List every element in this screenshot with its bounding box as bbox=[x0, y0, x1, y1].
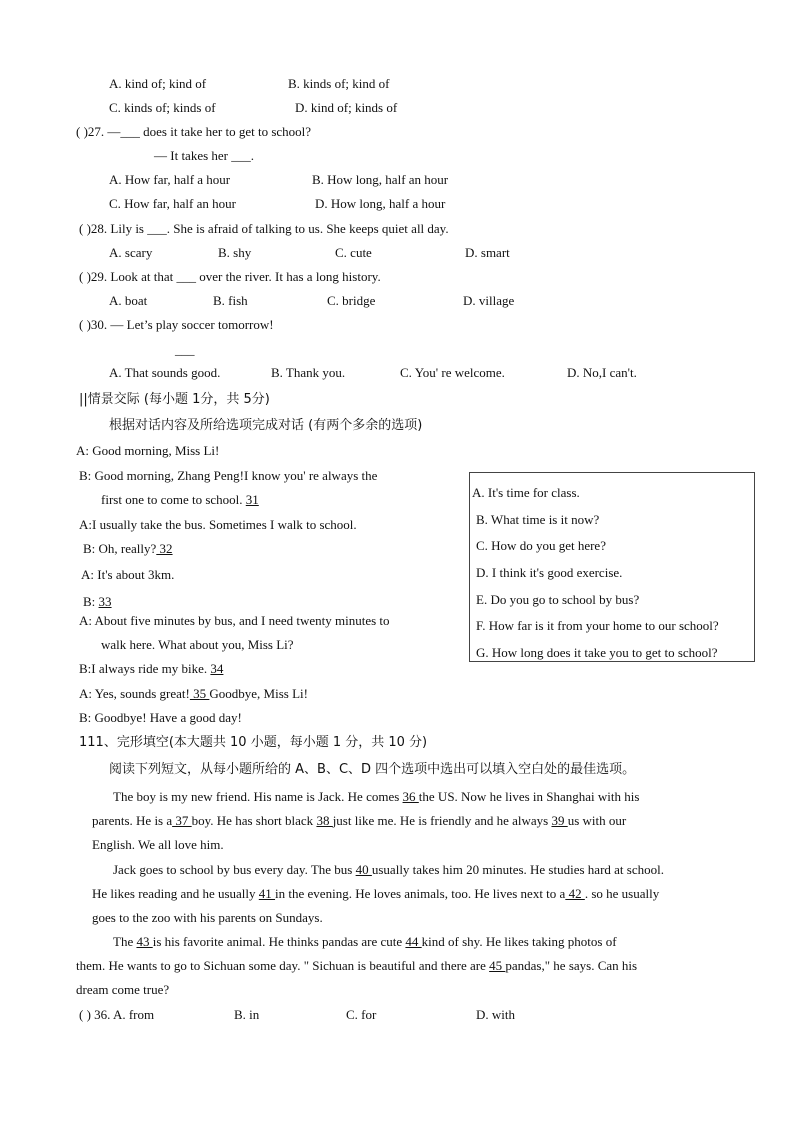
dialog-line-10: B: Goodbye! Have a good day! bbox=[79, 710, 242, 725]
blank-40[interactable]: 40 bbox=[355, 862, 372, 877]
q27-reply: — It takes her ___. bbox=[154, 148, 255, 163]
p3l1-a: The bbox=[113, 934, 137, 949]
q28-stem: ( )28. Lily is ___. She is afraid of talking to us. She keeps quiet all day. bbox=[79, 221, 449, 236]
q29-option-b: B. fish bbox=[213, 293, 248, 308]
p3l2-a: them. He wants to go to Sichuan some day. " Sichuan is beautiful and there are bbox=[76, 958, 490, 973]
blank-42[interactable]: 42 bbox=[565, 886, 585, 901]
passage-p1-line3: English. We all love him. bbox=[92, 837, 224, 852]
blank-37[interactable]: 37 bbox=[172, 813, 192, 828]
option-box-b: B. What time is it now? bbox=[476, 512, 600, 527]
dialog-line-9-end: Goodbye, Miss Li! bbox=[209, 686, 308, 701]
p3l1-c: kind of shy. He likes taking photos of bbox=[421, 934, 617, 949]
dialog-line-8-text: B:I always ride my bike. bbox=[79, 661, 208, 676]
dialog-line-8 bbox=[79, 661, 223, 677]
section2-title: ||情景交际 (每小题 1分，共 5分) bbox=[79, 392, 270, 407]
q36-option-b: B. in bbox=[234, 1007, 260, 1022]
blank-34[interactable]: 34 bbox=[210, 661, 224, 676]
q28-option-a: A. scary bbox=[109, 245, 153, 260]
dialog-line-9 bbox=[79, 686, 308, 702]
blank-36[interactable]: 36 bbox=[402, 789, 419, 804]
blank-43[interactable]: 43 bbox=[136, 934, 153, 949]
options-box bbox=[469, 472, 755, 662]
p1l2-b: boy. He has short black bbox=[191, 813, 317, 828]
p2l2-c: . so he usually bbox=[584, 886, 660, 901]
blank-33[interactable]: 33 bbox=[98, 594, 112, 609]
passage-p2-line2 bbox=[92, 886, 659, 902]
blank-41[interactable]: 41 bbox=[258, 886, 276, 901]
p2l1-b: usually takes him 20 minutes. He studies hard at school. bbox=[371, 862, 664, 877]
q30-option-d: D. No,I can't. bbox=[567, 365, 637, 380]
passage-p3-line3: dream come true? bbox=[76, 982, 170, 997]
blank-38[interactable]: 38 bbox=[316, 813, 333, 828]
dialog-line-2b-text: first one to come to school. bbox=[101, 492, 243, 507]
q27-option-d: D. How long, half a hour bbox=[315, 196, 446, 211]
section3-title: 111、完形填空(本大题共 10 小题，每小题 1 分，共 10 分) bbox=[79, 735, 428, 750]
dialog-line-3: A:I usually take the bus. Sometimes I walk to school. bbox=[79, 517, 357, 532]
p1l2-a: parents. He is a bbox=[92, 813, 173, 828]
option-box-f: F. How far is it from your home to our school? bbox=[476, 618, 719, 633]
blank-39[interactable]: 39 bbox=[551, 813, 568, 828]
blank-45[interactable]: 45 bbox=[489, 958, 506, 973]
q27-option-c: C. How far, half an hour bbox=[109, 196, 236, 211]
blank-32[interactable]: 32 bbox=[156, 541, 173, 556]
q29-stem: ( )29. Look at that ___ over the river. It has a long history. bbox=[79, 269, 381, 284]
q29-option-d: D. village bbox=[463, 293, 515, 308]
q36-option-d: D. with bbox=[476, 1007, 515, 1022]
passage-p3-line1 bbox=[113, 934, 617, 950]
p1l2-d: us with our bbox=[567, 813, 627, 828]
section2-instruction: 根据对话内容及所给选项完成对话 (有两个多余的选项) bbox=[109, 418, 423, 433]
option-box-a: A. It's time for class. bbox=[472, 485, 580, 500]
dialog-line-4-text: B: Oh, really? bbox=[83, 541, 157, 556]
blank-31[interactable]: 31 bbox=[245, 492, 259, 507]
q30-blank: ___ bbox=[175, 342, 195, 357]
option-box-g: G. How long does it take you to get to school? bbox=[476, 645, 718, 660]
blank-35[interactable]: 35 bbox=[189, 686, 210, 701]
option-box-c: C. How do you get here? bbox=[476, 538, 606, 553]
passage-p1-line2 bbox=[92, 813, 626, 829]
q29-option-c: C. bridge bbox=[327, 293, 376, 308]
dialog-line-6-speaker: B: bbox=[83, 594, 96, 609]
q27-option-b: B. How long, half an hour bbox=[312, 172, 449, 187]
p1l2-c: just like me. He is friendly and he always bbox=[332, 813, 552, 828]
q29-option-a: A. boat bbox=[109, 293, 148, 308]
section3-instruction: 阅读下列短文，从每小题所给的 A、B、C、D 四个选项中选出可以填入空白处的最佳选项。 bbox=[109, 762, 636, 777]
passage-p1-line1 bbox=[113, 789, 639, 805]
q26-option-b: B. kinds of; kind of bbox=[288, 76, 390, 91]
q28-option-b: B. shy bbox=[218, 245, 252, 260]
dialog-line-4 bbox=[83, 541, 173, 557]
dialog-line-7a: A: About five minutes by bus, and I need twenty minutes to bbox=[79, 613, 390, 628]
q26-option-a: A. kind of; kind of bbox=[109, 76, 207, 91]
passage-p2-line3: goes to the zoo with his parents on Sundays. bbox=[92, 910, 323, 925]
q26-option-d: D. kind of; kinds of bbox=[295, 100, 398, 115]
dialog-line-1: A: Good morning, Miss Li! bbox=[76, 443, 220, 458]
dialog-line-6 bbox=[83, 594, 112, 610]
p3l2-b: pandas," he says. Can his bbox=[505, 958, 638, 973]
option-box-e: E. Do you go to school by bus? bbox=[476, 592, 640, 607]
dialog-line-9-text: A: Yes, sounds great! bbox=[79, 686, 190, 701]
dialog-line-2a: B: Good morning, Zhang Peng!I know you' re always the bbox=[79, 468, 378, 483]
passage-p2-line1 bbox=[113, 862, 664, 878]
p3l1-b: is his favorite animal. He thinks pandas are cute bbox=[152, 934, 406, 949]
q36-stem: ( ) 36. A. from bbox=[79, 1007, 155, 1022]
q27-stem: ( )27. —___ does it take her to get to school? bbox=[76, 124, 312, 139]
dialog-line-5: A: It's about 3km. bbox=[81, 567, 175, 582]
q28-option-c: C. cute bbox=[335, 245, 372, 260]
q28-option-d: D. smart bbox=[465, 245, 510, 260]
option-box-d: D. I think it's good exercise. bbox=[476, 565, 623, 580]
p2l2-b: in the evening. He loves animals, too. He lives next to a bbox=[275, 886, 566, 901]
p2l1-a: Jack goes to school by bus every day. The bus bbox=[113, 862, 356, 877]
passage-p3-line2 bbox=[76, 958, 637, 974]
q30-option-a: A. That sounds good. bbox=[109, 365, 221, 380]
p2l2-a: He likes reading and he usually bbox=[92, 886, 259, 901]
q26-option-c: C. kinds of; kinds of bbox=[109, 100, 216, 115]
q36-option-c: C. for bbox=[346, 1007, 377, 1022]
dialog-line-7b: walk here. What about you, Miss Li? bbox=[101, 637, 294, 652]
q30-stem: ( )30. — Let’s play soccer tomorrow! bbox=[79, 317, 274, 332]
dialog-line-2b bbox=[101, 492, 259, 508]
q30-option-c: C. You' re welcome. bbox=[400, 365, 505, 380]
q27-option-a: A. How far, half a hour bbox=[109, 172, 231, 187]
p1l1-a: The boy is my new friend. His name is Jack. He comes bbox=[113, 789, 403, 804]
p1l1-b: the US. Now he lives in Shanghai with his bbox=[418, 789, 640, 804]
blank-44[interactable]: 44 bbox=[405, 934, 422, 949]
q30-option-b: B. Thank you. bbox=[271, 365, 346, 380]
